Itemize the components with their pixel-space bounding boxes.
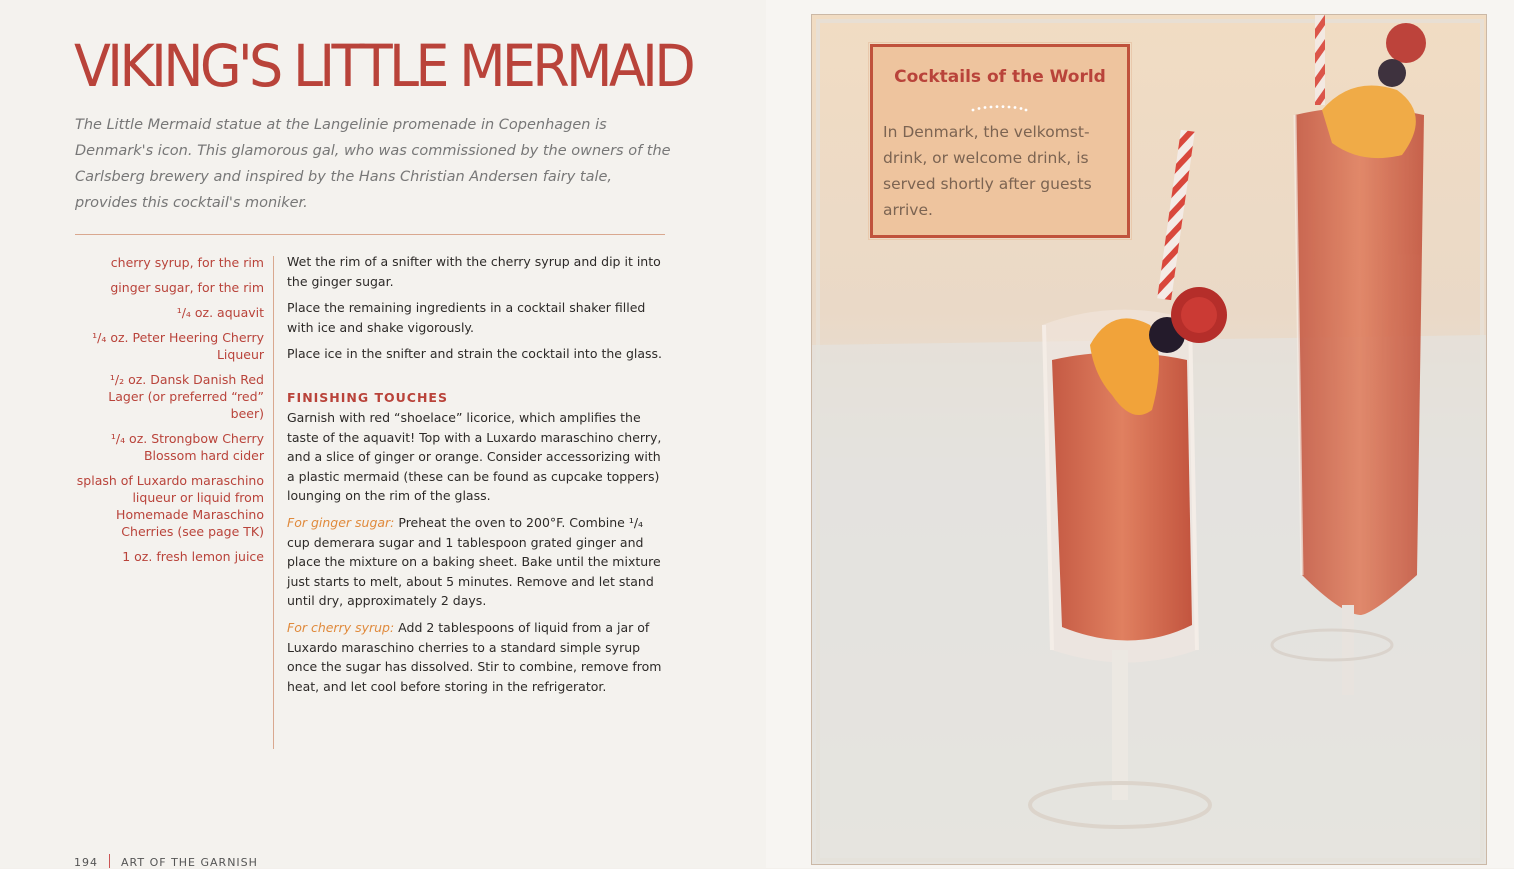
ginger-sugar-label: For ginger sugar: xyxy=(287,514,395,530)
ingredient-item: ¹/₄ oz. Peter Heering Cherry Liqueur xyxy=(92,330,264,362)
instruction-step: Place ice in the snifter and strain the cocktail into the glass. xyxy=(287,346,663,362)
cherry-syrup-text: Add 2 tablespoons of liquid from a jar of Luxardo maraschino cherries to a standard simple syrup once the sugar has dissolved. Stir to combine, remove from heat, and let cool before storing in the refrigerator. xyxy=(287,619,662,694)
ingredient-item: cherry syrup, for the rim xyxy=(110,255,264,270)
callout-title: Cocktails of the World xyxy=(894,67,1106,87)
ginger-sugar-text: Preheat the oven to 200°F. Combine ¹/₄ cup demerara sugar and 1 tablespoon grated ginger and place the mixture on a baking sheet. Bake until the mixture just starts to melt, about 5 minutes. Remove and let stand until dry, approximately 2 days. xyxy=(287,514,661,609)
finishing-text: Garnish with red “shoelace” licorice, which amplifies the taste of the aquavit! Top with a Luxardo maraschino cherry, and a slice of ginger or orange. Consider accessorizing with a plastic mermaid (these can be found as cupcake toppers) lounging on the rim of the glass. xyxy=(287,409,662,504)
ingredient-item: ¹/₄ oz. aquavit xyxy=(176,305,264,320)
instructions xyxy=(287,252,667,703)
ingredients-list xyxy=(75,254,264,573)
horizontal-divider xyxy=(75,234,665,235)
ingredient-item: ¹/₄ oz. Strongbow Cherry Blossom hard cider xyxy=(110,431,264,463)
ingredient-item: ginger sugar, for the rim xyxy=(110,280,264,295)
ingredient-item: splash of Luxardo maraschino liqueur or liquid from Homemade Maraschino Cherries (see page TK) xyxy=(76,473,264,539)
ingredient-item: ¹/₂ oz. Dansk Danish Red Lager (or preferred “red” beer) xyxy=(108,372,264,421)
ingredient-item: 1 oz. fresh lemon juice xyxy=(122,549,264,564)
decorative-dots xyxy=(969,103,1029,113)
book-title: ART OF THE GARNISH xyxy=(121,856,258,869)
instruction-step: Place the remaining ingredients in a cocktail shaker filled with ice and shake vigorously. xyxy=(287,300,646,335)
ginger-sugar-note xyxy=(287,513,667,611)
vertical-divider xyxy=(273,256,274,749)
footer-separator xyxy=(109,854,110,868)
recipe-intro: The Little Mermaid statue at the Langelinie promenade in Copenhagen is Denmark's icon. This glamorous gal, who was commissioned by the owners of the Carlsberg brewery and inspired by the Hans Christian Andersen fairy tale, provides this cocktail's moniker. xyxy=(75,117,671,211)
finishing-heading: FINISHING TOUCHES xyxy=(287,389,448,405)
recipe-title: VIKING'S LITTLE MERMAID xyxy=(74,32,693,100)
page-number: 194 xyxy=(74,856,98,869)
instruction-step: Wet the rim of a snifter with the cherry syrup and dip it into the ginger sugar. xyxy=(287,254,661,289)
cherry-syrup-note xyxy=(287,618,667,696)
page-footer xyxy=(74,854,258,869)
cherry-syrup-label: For cherry syrup: xyxy=(287,619,395,635)
callout-text: In Denmark, the velkomst-drink, or welcome drink, is served shortly after guests arrive. xyxy=(883,123,1092,219)
callout-box xyxy=(870,44,1130,238)
